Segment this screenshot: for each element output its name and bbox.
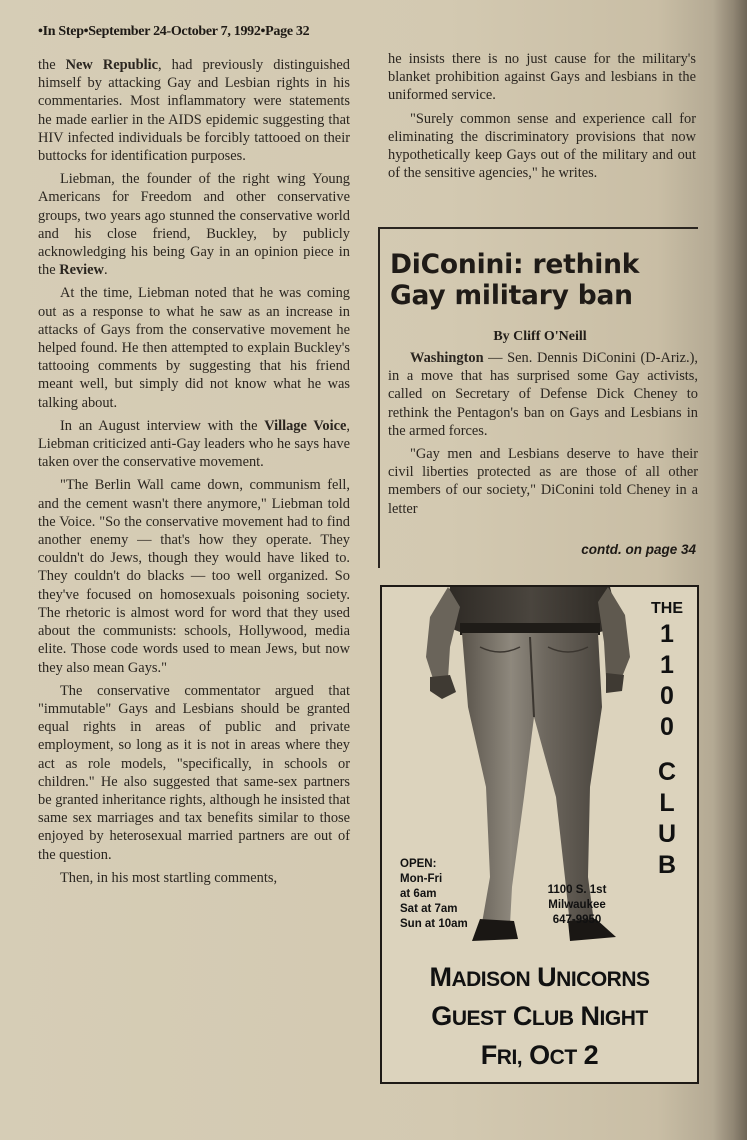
club-name-char: 1 (660, 620, 674, 648)
article-column-left (38, 56, 350, 892)
text-run: Liebman, the founder of the right wing Young Americans for Freedom and other conservative groups, two years ago stunned the conservative world and his close friend, Buckley, by publicly acknowledging his being Gay in an opinion piece in the (38, 171, 350, 279)
address-line: 1100 S. 1st (547, 884, 607, 896)
paragraph: Then, in his most startling comments, (60, 869, 278, 886)
page-folio: •In Step•September 24-October 7, 1992•Page 32 (38, 24, 310, 39)
article-headline: DiConini: rethink Gay military ban (390, 249, 640, 311)
opening-hours (400, 857, 480, 932)
paragraph: The conservative commentator argued that "immutable" Gays and Lesbians should be granted equal rights in areas of public and private employment, so long as it is not in areas where they act as role models, "specifically, in schools or children." He also suggested that same-sex partners be granted inheritance rights, although he insisted that same sex marriages and tax benefits similar to those enjoyed by heterosexual married partners are out of the question. (38, 682, 350, 863)
club-name-vertical (640, 599, 694, 881)
publication-name: Review (59, 262, 104, 279)
paragraph (38, 56, 350, 165)
paragraph: "Surely common sense and experience call for eliminating the discriminatory provisions that now hypothetically keep Gays out of the military and out of the sensitive agencies," he writes. (388, 110, 696, 182)
article-box-diconini (378, 227, 698, 568)
club-name-char: 0 (660, 682, 674, 710)
hours-line: Sat at 7am (400, 903, 458, 915)
event-line: GUEST CLUB NIGHT (431, 1001, 648, 1031)
hours-line: OPEN: (400, 858, 437, 870)
hours-line: Mon-Fri (400, 873, 443, 885)
page-edge-shadow (713, 0, 747, 1140)
club-name-the: THE (651, 600, 683, 617)
hours-line: at 6am (400, 888, 437, 900)
event-line: MADISON UNICORNS (429, 962, 650, 992)
text-run: the (38, 57, 66, 73)
paragraph (38, 417, 350, 472)
text-run: , had previously distinguished himself by attacking Gay and Lesbian rights in his commentaries. Most inflammatory were statements he made earlier in the AIDS epidemic suggesting that HIV infected individuals be forcibly tattooed on their buttocks for identification purposes. (38, 57, 350, 165)
text-run: . (103, 262, 108, 279)
dateline: Washington (410, 350, 484, 366)
event-announcement (382, 959, 697, 1076)
paragraph: he insists there is no just cause for the military's blanket prohibition against Gays and lesbians in the uniformed service. (388, 51, 696, 104)
club-name-char: U (657, 820, 677, 848)
club-name-char: 1 (660, 651, 674, 679)
article-column-right-top (388, 50, 696, 187)
paragraph: At the time, Liebman noted that he was coming out as a response to what he saw as an increase in attacks of Gays from the conservative movement he helped found. He then attempted to explain Buckley's tattooing comments by suggesting that his friend meant well, but simply did not know what he was talking about. (38, 285, 350, 411)
phone-number: 647-9950 (552, 914, 602, 926)
article-body (388, 349, 698, 523)
club-name-char: B (657, 851, 677, 879)
club-address (532, 883, 622, 928)
text-run: In an August interview with the (60, 417, 265, 434)
paragraph: "Gay men and Lesbians deserve to have their civil liberties protected as are those of all other members of our society," DiConini told Cheney in a letter (388, 446, 698, 517)
club-name-char: L (659, 789, 675, 817)
hours-line: Sun at 10am (400, 918, 468, 930)
advertisement-1100-club (380, 585, 699, 1084)
text-run: — Sen. Dennis DiConini (D-Ariz.), in a move that has surprised some Gay activists, called on Secretary of Defense Dick Cheney to rethink the Pentagon's ban on Gays and Lesbians in the armed forces. (388, 350, 698, 439)
text-run: , Liebman criticized anti-Gay leaders who he says have taken over the conservative movement. (38, 417, 350, 471)
continued-note: contd. on page 34 (581, 542, 696, 557)
article-byline: By Cliff O'Neill (493, 329, 587, 344)
address-line: Milwaukee (548, 899, 606, 911)
club-name-char: C (657, 758, 677, 786)
paragraph: "The Berlin Wall came down, communism fell, and the cement wasn't there anymore," Liebman told the Voice. "So the conservative movement had to find another enemy — that's how they operate. They couldn't do Jews, though they would have liked to. They couldn't do blacks — too well organized. So they've focused on homosexuals poisoning society. The rhetoric is almost word for word that they used about the communists: schools, Hollywood, media elite. Those code words used to mean Jews, but now they also mean Gays." (38, 477, 350, 676)
spacer (640, 743, 694, 757)
publication-name: New Republic (65, 57, 159, 73)
publication-name: Village Voice (264, 417, 347, 434)
event-line: FRI, OCT 2 (480, 1040, 599, 1070)
paragraph (388, 349, 698, 440)
paragraph (38, 170, 350, 279)
club-name-char: 0 (660, 713, 674, 741)
